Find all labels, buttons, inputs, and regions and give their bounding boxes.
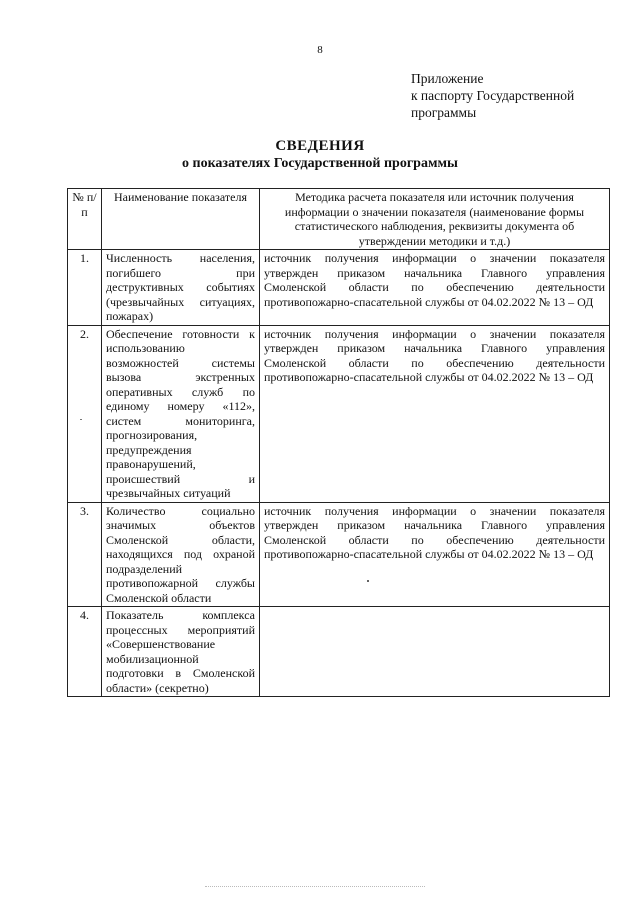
table-row xyxy=(68,502,610,607)
appendix-line-1: Приложение xyxy=(411,71,484,86)
page-number: 8 xyxy=(317,44,323,56)
row-indicator-name: Количество социально значимых объектов Смоленской области, находящихся под охраной подразделений противопожарной службы Смоленской области xyxy=(102,502,260,607)
table-row xyxy=(68,607,610,697)
document-title xyxy=(0,137,640,173)
row-method xyxy=(260,607,610,697)
row-indicator-name: Показатель комплекса процессных мероприятий «Совершенствование мобилизационной подготовки в Смоленской области» (секретно) xyxy=(102,607,260,697)
table-row xyxy=(68,250,610,326)
table-header-row xyxy=(68,189,610,250)
title-main: СВЕДЕНИЯ xyxy=(275,138,365,154)
title-subtitle: о показателях Государственной программы xyxy=(182,156,458,171)
row-num: 4. xyxy=(68,607,102,697)
row-num: 3. xyxy=(68,502,102,607)
scan-footer-artifact xyxy=(205,886,425,887)
row-method: источник получения информации о значении показателя утвержден приказом начальника Главного управления Смоленской области по обеспечению деятельности противопожарно-спасательной службы от 04.02.2022 № 13 – ОД xyxy=(260,325,610,502)
table-row xyxy=(68,325,610,502)
header-num: № п/п xyxy=(68,189,102,250)
header-name: Наименование показателя xyxy=(102,189,260,250)
row-num: 1. xyxy=(68,250,102,326)
row-num: 2. xyxy=(68,325,102,502)
header-method: Методика расчета показателя или источник получения информации о значении показателя (наименование формы статистического наблюдения, реквизиты документа об утверждении методики и т.д.) xyxy=(260,189,610,250)
appendix-line-3: программы xyxy=(411,105,477,120)
row-method: источник получения информации о значении показателя утвержден приказом начальника Главного управления Смоленской области по обеспечению деятельности противопожарно-спасательной службы от 04.02.2022 № 13 – ОД xyxy=(260,502,610,607)
row-method: источник получения информации о значении показателя утвержден приказом начальника Главного управления Смоленской области по обеспечению деятельности противопожарно-спасательной службы от 04.02.2022 № 13 – ОД xyxy=(260,250,610,326)
appendix-note xyxy=(411,70,631,121)
appendix-line-2: к паспорту Государственной xyxy=(411,88,575,103)
scan-speck xyxy=(80,419,82,420)
row-indicator-name: Обеспечение готовности к использованию возможностей системы вызова экстренных оперативных служб по единому номеру «112», систем мониторинга, прогнозирования, предупреждения правонарушений, происшествий и чрезвычайных ситуаций xyxy=(102,325,260,502)
scan-speck xyxy=(367,580,369,582)
indicators-table xyxy=(67,188,610,697)
row-indicator-name: Численность населения, погибшего при деструктивных событиях (чрезвычайных ситуациях, пожарах) xyxy=(102,250,260,326)
